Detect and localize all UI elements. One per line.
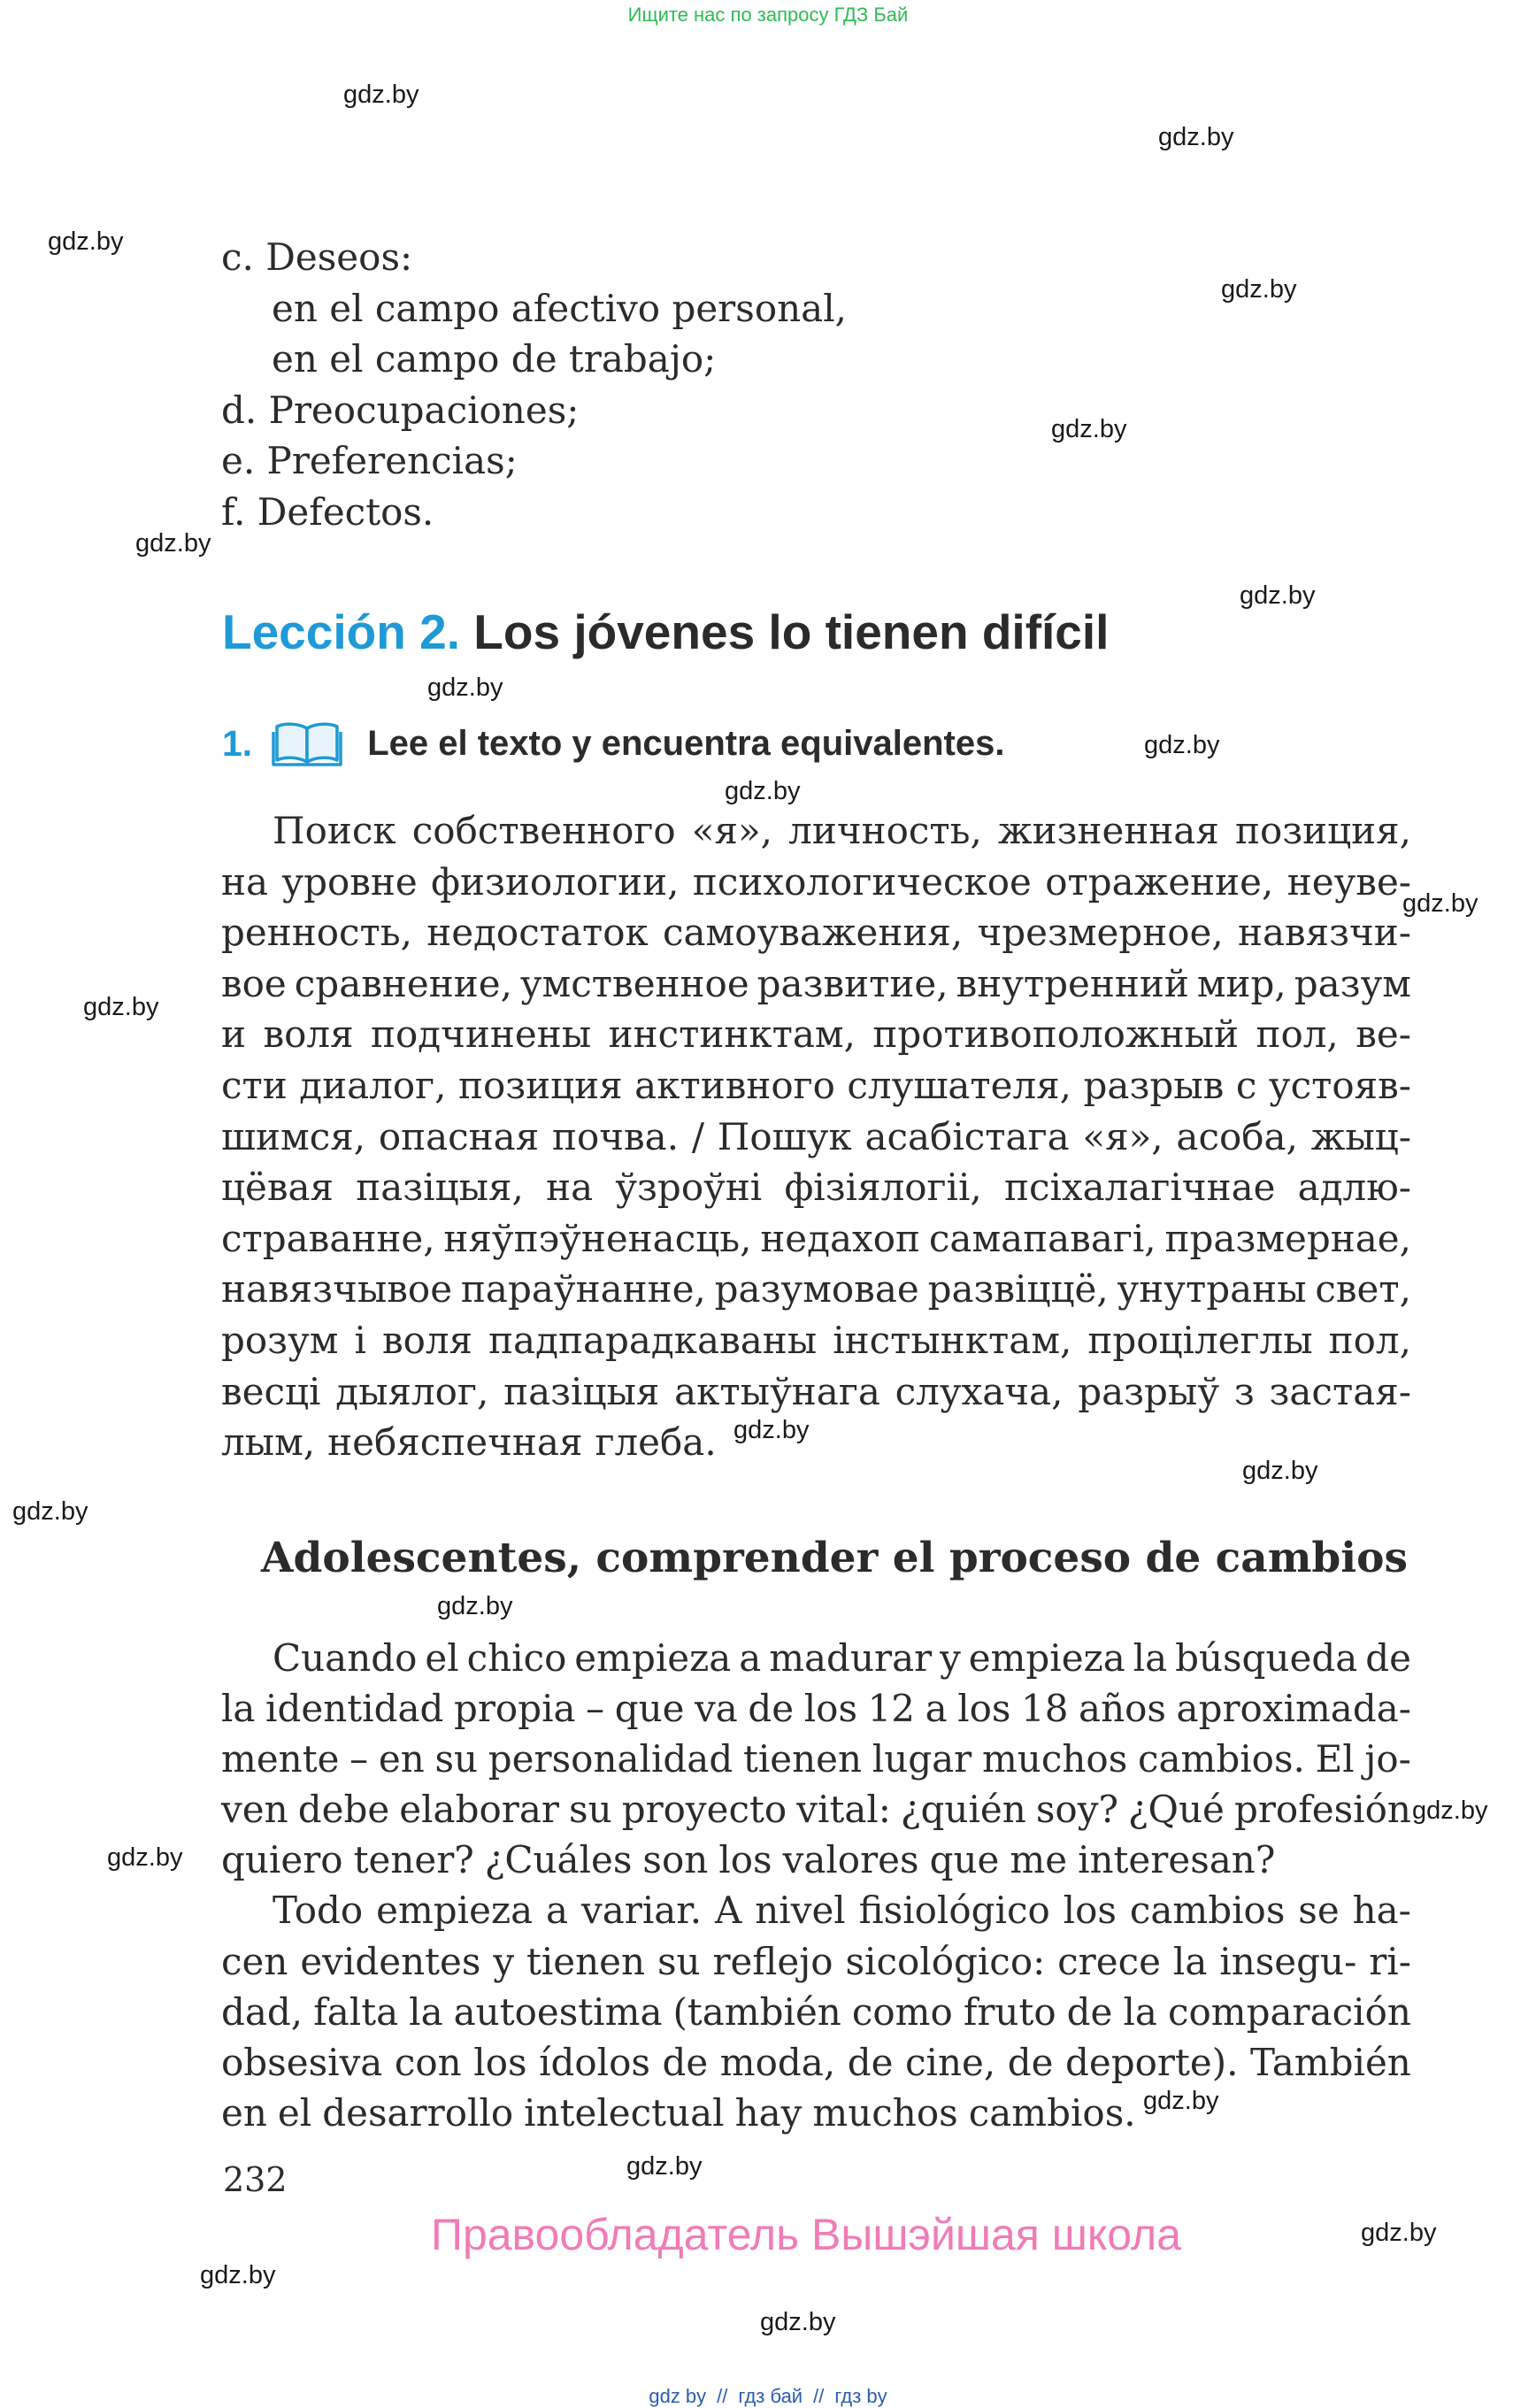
book-icon [272, 719, 342, 767]
word: los [473, 2040, 527, 2084]
word: ri- [1369, 1939, 1411, 1983]
word: la [409, 1989, 443, 2034]
word: актыўнага [674, 1369, 880, 1413]
word: debe [297, 1788, 390, 1832]
word: que [614, 1687, 685, 1731]
word: Пошук [717, 1114, 852, 1158]
word: жизненная [997, 809, 1219, 852]
watermark: gdz.by [733, 1416, 810, 1444]
footer-separator: // [717, 2385, 728, 2407]
watermark: gdz.by [1240, 581, 1316, 610]
watermark: gdz.by [48, 227, 124, 256]
word: разумовае [714, 1267, 919, 1312]
exercise-header [222, 717, 1004, 770]
word: los [957, 1687, 1011, 1731]
text-line [221, 1009, 1411, 1060]
word: вое [221, 961, 287, 1005]
word: son [642, 1838, 709, 1882]
word: отражение, [1045, 859, 1274, 904]
footer-link[interactable]: gdz by [649, 2385, 707, 2407]
list-item: en el campo de trabajo; [272, 337, 717, 381]
word: / [691, 1114, 704, 1158]
word: устояв- [1268, 1063, 1411, 1107]
word: позиция, [1234, 809, 1411, 852]
word: 18 [1021, 1687, 1069, 1731]
word: неуве- [1286, 859, 1411, 904]
word: псіхалагічнае [1003, 1166, 1276, 1210]
watermark: gdz.by [437, 1592, 513, 1620]
text-line [221, 1162, 1411, 1213]
footer-link[interactable]: гдз бай [738, 2385, 803, 2407]
watermark: gdz.by [12, 1497, 88, 1526]
watermark: gdz.by [83, 993, 159, 1021]
text-line [221, 1417, 1411, 1468]
word: ренность, [221, 911, 412, 955]
page-number: 232 [223, 2160, 288, 2199]
word: madurar [769, 1636, 933, 1680]
text-line [221, 857, 1411, 908]
text-line [221, 1885, 1411, 1935]
word: личность, [788, 809, 982, 852]
text-line [221, 1734, 1411, 1784]
word: позиция [457, 1063, 623, 1107]
watermark: gdz.by [343, 81, 419, 109]
word: de [1007, 2040, 1054, 2084]
word: va [695, 1687, 738, 1731]
text-line [221, 1213, 1411, 1265]
word: en [378, 1737, 425, 1781]
word: se [1298, 1889, 1340, 1933]
word: insegu- [1219, 1939, 1357, 1983]
word: hay [734, 2090, 803, 2135]
list-item: c. Deseos: [221, 235, 413, 279]
word: (también [672, 1989, 841, 2034]
word: дыялог, [335, 1369, 489, 1413]
word: cambios. [1137, 1737, 1305, 1781]
word: el [425, 1636, 459, 1680]
word: a [546, 1889, 569, 1933]
word: и [221, 1012, 246, 1057]
word: reflejo [712, 1939, 833, 1983]
watermark: gdz.by [107, 1843, 183, 1872]
word: muchos [812, 2090, 958, 2135]
exercise-number: 1. [222, 722, 253, 764]
word: мир, [1196, 961, 1286, 1005]
word: el [277, 2090, 312, 2135]
word: personalidad [488, 1737, 733, 1781]
word: слухача, [895, 1369, 1064, 1413]
word: почва. [551, 1114, 680, 1158]
article-body [221, 1633, 1411, 2138]
word: tener? [353, 1838, 474, 1882]
word: слушателя, [847, 1063, 1072, 1107]
watermark: gdz.by [760, 2308, 836, 2336]
word: los [718, 1838, 772, 1882]
word: диалог, [299, 1063, 447, 1107]
word: identidad [265, 1687, 444, 1731]
word: propia [453, 1687, 576, 1731]
footer-links [0, 2385, 1536, 2408]
watermark: gdz.by [725, 777, 801, 805]
word: También [1250, 2040, 1411, 2084]
word: que [929, 1838, 1000, 1882]
watermark: gdz.by [1242, 1457, 1318, 1485]
lesson-number: Lección 2. [222, 604, 460, 659]
word: психологическое [692, 859, 1032, 904]
word: инстинктам, [608, 1012, 856, 1057]
word: tienen [742, 1737, 863, 1781]
watermark: gdz.by [1412, 1796, 1488, 1825]
word: глеба. [595, 1420, 717, 1465]
watermark: gdz.by [427, 673, 503, 702]
footer-link[interactable]: гдз by [834, 2385, 887, 2407]
word: cine, [904, 2040, 996, 2084]
word: сравнение, [294, 961, 512, 1005]
word: ўзроўні [615, 1166, 763, 1210]
word: A [715, 1889, 742, 1933]
watermark: gdz.by [1402, 889, 1478, 918]
word: ¿quién [901, 1788, 1026, 1832]
word: tienen [526, 1939, 646, 1983]
lesson-heading [222, 604, 1109, 660]
word: недахоп [760, 1216, 921, 1260]
word: lugar [872, 1737, 972, 1781]
word: пазіцыя, [356, 1166, 524, 1210]
text-line [221, 1633, 1411, 1683]
word: асоба, [1176, 1114, 1298, 1158]
watermark: gdz.by [1051, 415, 1127, 443]
word: en [221, 2090, 267, 2135]
word: muchos [981, 1737, 1128, 1781]
word: la [1172, 1939, 1208, 1983]
watermark: gdz.by [1221, 275, 1297, 304]
word: ven [221, 1788, 288, 1832]
word: intelectual [524, 2090, 725, 2135]
word: Поиск [273, 809, 396, 852]
watermark: gdz.by [1143, 2087, 1219, 2115]
footer-separator: // [813, 2385, 825, 2407]
text-line [221, 958, 1411, 1010]
word: фізіялогіі, [784, 1166, 982, 1210]
word: физиологии, [431, 859, 680, 904]
word: El [1315, 1737, 1355, 1781]
word: разрыв [1083, 1063, 1225, 1107]
word: празмернае, [1164, 1216, 1411, 1260]
list-item: e. Preferencias; [221, 439, 518, 482]
text-line [221, 907, 1411, 958]
word: profesión [1233, 1788, 1411, 1832]
word: la [221, 1687, 256, 1731]
word: de [1066, 1989, 1113, 2034]
list-item: f. Defectos. [221, 489, 434, 534]
word: moda, [719, 2040, 836, 2084]
word: з [1233, 1369, 1255, 1413]
word: пол, [1328, 1318, 1411, 1362]
word: весці [221, 1369, 321, 1413]
word: асабістага [864, 1114, 1070, 1158]
word: пол, [1256, 1012, 1339, 1057]
word: Todo [273, 1889, 364, 1933]
word: cambios [1129, 1889, 1286, 1933]
word: años [1079, 1687, 1166, 1731]
word: шимся, [221, 1114, 366, 1158]
text-line [221, 1060, 1411, 1112]
word: ве- [1356, 1012, 1411, 1057]
word: пазіцыя [503, 1369, 660, 1413]
text-line [221, 1936, 1411, 1987]
word: самапавагі, [928, 1216, 1156, 1260]
word: няўпэўненасць, [443, 1216, 752, 1260]
word: навязчи- [1237, 911, 1411, 955]
word: ¿Cuáles [484, 1838, 633, 1882]
article-title: Adolescentes, comprender el proceso de cambios [261, 1534, 1408, 1582]
word: адлю- [1297, 1166, 1411, 1210]
word: застая- [1269, 1369, 1411, 1413]
copyright-notice: Правообладатель Вышэйшая школа [431, 2210, 1181, 2259]
word: ha- [1352, 1889, 1411, 1933]
watermark: gdz.by [1158, 123, 1234, 151]
word: сти [221, 1063, 288, 1107]
word: de [748, 1687, 795, 1731]
word: недостаток [426, 911, 649, 955]
text-line [221, 1987, 1411, 2037]
word: aproximada- [1176, 1687, 1411, 1731]
word: la [1123, 1989, 1157, 2034]
word: búsqueda [1175, 1636, 1358, 1680]
word: развіццё, [927, 1267, 1109, 1312]
text-line [221, 1112, 1411, 1163]
word: 12 [867, 1687, 916, 1731]
word: цёвая [221, 1166, 334, 1210]
word: su [569, 1788, 612, 1832]
word: – [349, 1737, 369, 1781]
word: чрезмерное, [977, 911, 1224, 955]
word: de [662, 2040, 709, 2084]
text-line [221, 1835, 1411, 1885]
watermark: gdz.by [1144, 731, 1220, 759]
word: параўнанне, [460, 1267, 706, 1312]
word: розум [221, 1318, 339, 1362]
word: mente [221, 1737, 340, 1781]
word: soy? [1035, 1788, 1118, 1832]
list-block [221, 232, 847, 537]
word: sicológico: [845, 1939, 1046, 1983]
word: і [354, 1318, 366, 1362]
word: y [493, 1939, 515, 1983]
word: на [546, 1166, 594, 1210]
word: – [586, 1687, 605, 1731]
top-banner[interactable]: Ищите нас по запросу ГДЗ Бай [627, 4, 909, 26]
text-line [221, 1366, 1411, 1418]
word: empieza [574, 1636, 732, 1680]
word: quiero [221, 1838, 343, 1882]
word: активного [634, 1063, 835, 1107]
word: внутренний [956, 961, 1189, 1005]
word: ¿Qué [1128, 1788, 1225, 1832]
word: жыц- [1310, 1114, 1411, 1158]
word: chico [466, 1636, 567, 1680]
word: разум [1294, 961, 1411, 1005]
word: cen [221, 1939, 288, 1983]
word: воля [381, 1318, 473, 1362]
word: свет, [1315, 1267, 1411, 1312]
word: a [925, 1687, 948, 1731]
word: a [739, 1636, 762, 1680]
word: empieza [376, 1889, 534, 1933]
text-line [221, 1784, 1411, 1835]
word: los [1063, 1889, 1117, 1933]
word: навязчывое [221, 1267, 453, 1312]
word: с [1235, 1063, 1257, 1107]
word: опасная [378, 1114, 540, 1158]
word: процілеглы [1087, 1318, 1313, 1362]
word: інстынктам, [833, 1318, 1072, 1362]
word: su [434, 1737, 479, 1781]
word: развитие, [756, 961, 948, 1005]
vocab-paragraph [221, 805, 1411, 1468]
word: valores [782, 1838, 919, 1882]
text-line [221, 1683, 1411, 1734]
word: y [940, 1636, 961, 1680]
word: воля [263, 1012, 354, 1057]
word: унутраны [1117, 1267, 1307, 1312]
word: me [1010, 1838, 1068, 1882]
word: противоположный [872, 1012, 1239, 1057]
word: evidentes [300, 1939, 481, 1983]
watermark: gdz.by [626, 2152, 703, 2181]
word: страванне, [221, 1216, 435, 1260]
word: interesan? [1078, 1838, 1276, 1882]
text-line [221, 1264, 1411, 1315]
word: como [851, 1989, 953, 2034]
word: cambios. [968, 2090, 1136, 2135]
word: jo- [1364, 1737, 1411, 1781]
word: crece [1057, 1939, 1161, 1983]
word: лым, [221, 1420, 316, 1465]
word: собственного [411, 809, 676, 852]
word: nivel [755, 1889, 846, 1933]
list-item: en el campo afectivo personal, [272, 286, 847, 330]
word: falta [313, 1989, 399, 2034]
word: proyecto [621, 1788, 787, 1832]
word: los [803, 1687, 857, 1731]
word: на [221, 859, 269, 904]
word: ídolos [539, 2040, 650, 2084]
word: de [1365, 1636, 1411, 1680]
word: variar. [580, 1889, 703, 1933]
word: подчинены [371, 1012, 592, 1057]
text-line [221, 2037, 1411, 2088]
word: comparación [1167, 1989, 1411, 2034]
word: умственное [519, 961, 749, 1005]
word: небяспечная [327, 1420, 583, 1465]
watermark: gdz.by [135, 529, 211, 558]
watermark: gdz.by [1361, 2219, 1437, 2247]
word: «я», [691, 809, 773, 852]
word: fisiológico [858, 1889, 1050, 1933]
text-line [221, 805, 1411, 857]
word: падпарадкаваны [488, 1318, 818, 1362]
lesson-title: Los jóvenes lo tienen difícil [473, 604, 1110, 659]
word: de [847, 2040, 894, 2084]
word: la [1133, 1636, 1168, 1680]
word: dad, [221, 1989, 303, 2034]
text-line [221, 2088, 1411, 2138]
word: empieza [968, 1636, 1125, 1680]
word: deporte). [1065, 2040, 1239, 2084]
word: Cuando [273, 1636, 418, 1680]
word: obsesiva [221, 2040, 383, 2084]
word: vital: [796, 1788, 891, 1832]
word: fruto [963, 1989, 1056, 2034]
exercise-instruction: Lee el texto y encuentra equivalentes. [367, 723, 1005, 763]
word: desarrollo [322, 2090, 514, 2135]
word: самоуважения, [662, 911, 964, 955]
word: elaborar [399, 1788, 559, 1832]
word: разрыў [1078, 1369, 1220, 1413]
word: su [657, 1939, 701, 1983]
list-item: d. Preocupaciones; [221, 388, 580, 432]
word: «я», [1082, 1114, 1164, 1158]
word: уровне [281, 859, 418, 904]
word: con [394, 2040, 462, 2084]
text-line [221, 1315, 1411, 1366]
watermark: gdz.by [200, 2261, 276, 2289]
word: autoestima [453, 1989, 663, 2034]
